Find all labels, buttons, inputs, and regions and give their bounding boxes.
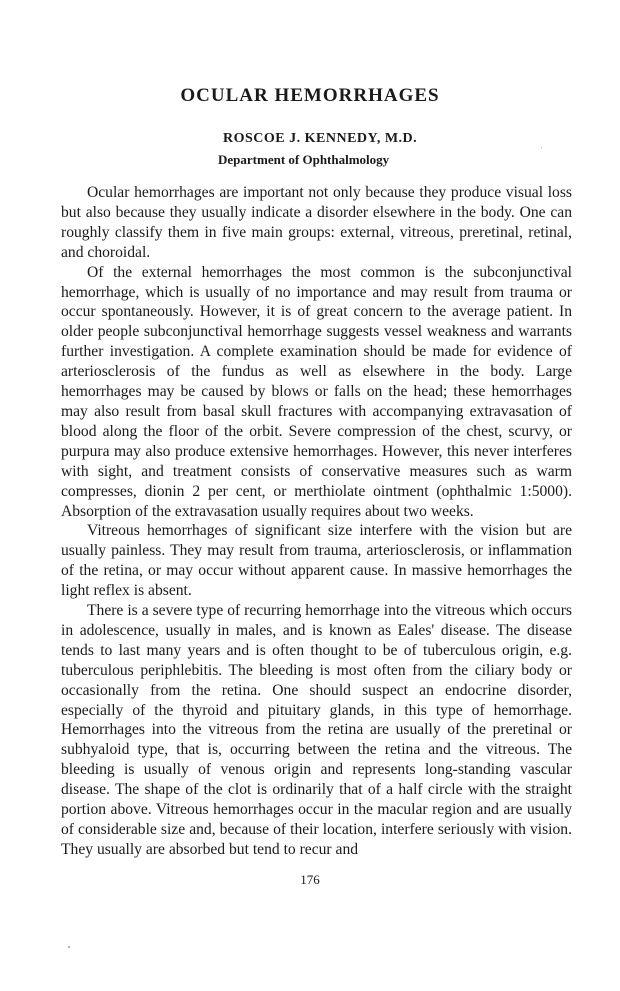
author-department: Department of Ophthalmology <box>218 152 390 167</box>
scan-speck <box>68 946 70 948</box>
paragraph-external-hemorrhages: Of the external hemorrhages the most common is the subconjunctival hemorrhage, which is usually of no importance and may result from trauma or occur spontaneously. However, it is of great concern to the average patient. In older people subconjunctival hemorrhage suggests vessel weakness and warrants further investigation. A complete examination should be made for evidence of arteriosclerosis of the fundus as well as elsewhere in the body. Large hemorrhages may be caused by blows or falls on the head; these hemorrhages may also result from basal skull fractures with accompanying extravasation of blood along the floor of the orbit. Severe compression of the chest, scurvy, or purpura may also produce extensive hemorrhages. However, this never interferes with sight, and treatment consists of conservative measures such as warm compresses, dionin 2 per cent, or merthiolate ointment (ophthalmic 1:5000). Absorption of the extravasation usually requires about two weeks. <box>61 263 572 520</box>
scan-speck <box>541 147 542 148</box>
paragraph-eales-disease: There is a severe type of recurring hemorrhage into the vitreous which occurs in adolescence, usually in males, and is known as Eales' disease. The disease tends to last many years and is often thought to be of tuberculous origin, e.g. tuberculous periphlebitis. The bleeding is most often from the ciliary body or occasionally from the retina. One should suspect an endocrine disorder, especially of the thyroid and pituitary glands, in this type of hemorrhage. Hemorrhages into the vitreous from the retina are usually of the preretinal or subhyaloid type, that is, occurring between the retina and the vitreous. The bleeding is usually of venous origin and represents long-standing vascular disease. The shape of the clot is ordinarily that of a half circle with the straight portion above. Vitreous hemorrhages occur in the macular region and are usually of considerable size and, because of their location, interfere seriously with vision. They usually are absorbed but tend to recur and <box>61 602 572 858</box>
article-title: OCULAR HEMORRHAGES <box>180 85 440 106</box>
article-body <box>61 183 572 860</box>
author-block <box>218 130 478 169</box>
paragraph-intro: Ocular hemorrhages are important not only because they produce visual loss but also because they usually indicate a disorder elsewhere in the body. One can roughly classify them in five main groups: external, vitreous, preretinal, retinal, and choroidal. <box>61 184 572 261</box>
author-name: ROSCOE J. KENNEDY, M.D. <box>223 131 418 146</box>
paragraph-vitreous-hemorrhages: Vitreous hemorrhages of significant size interfere with the vision but are usually painless. They may result from trauma, arteriosclerosis, or inflammation of the retina, or may occur without apparent cause. In massive hemorrhages the light reflex is absent. <box>61 522 572 600</box>
page-number: 176 <box>300 872 320 887</box>
